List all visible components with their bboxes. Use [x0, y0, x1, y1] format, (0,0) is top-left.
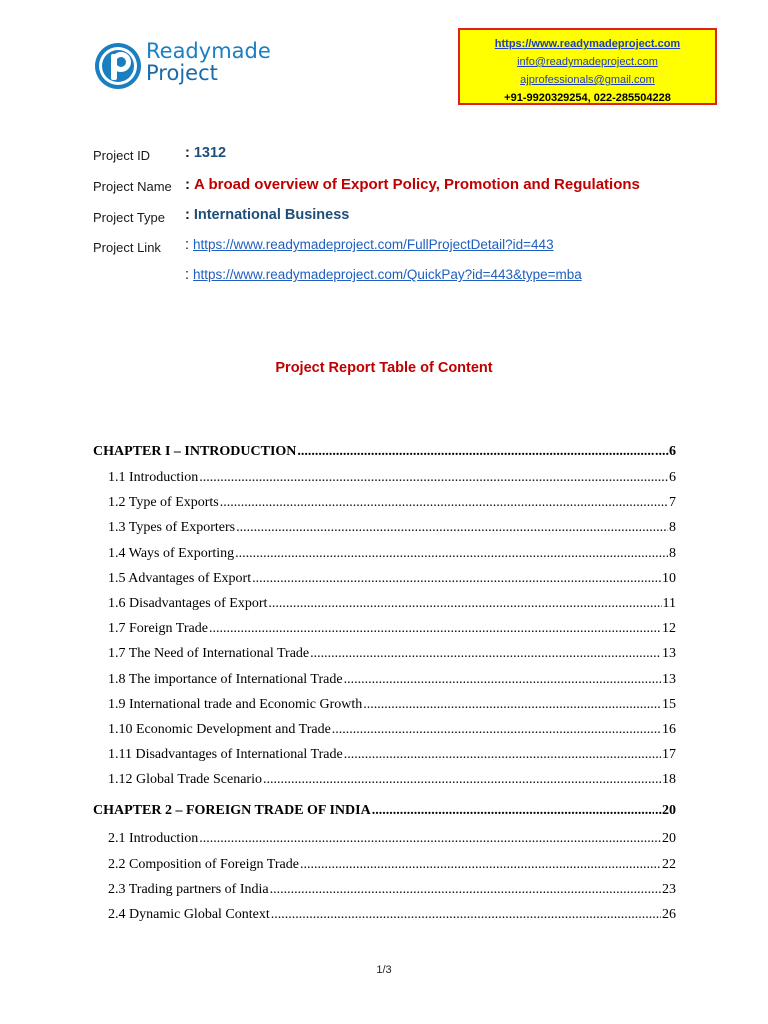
readymade-project-logo: [94, 38, 279, 92]
toc-leader-dots: [344, 672, 661, 688]
toc-page-number: 11: [662, 595, 676, 611]
toc-chapter-title: CHAPTER 2 – FOREIGN TRADE OF INDIA: [93, 803, 371, 819]
toc-page-number: 6: [669, 470, 676, 485]
project-type-text: International Business: [193, 207, 350, 223]
logo-line-2: Project: [146, 61, 218, 85]
toc-page-number: 12: [662, 621, 676, 637]
phone-numbers: +91-9920329254, 022-285504228: [504, 92, 671, 104]
toc-item[interactable]: [93, 747, 676, 772]
toc-page-number: 20: [662, 831, 676, 847]
quick-pay-link[interactable]: https://www.readymadeproject.com/QuickPay?id=443&type=mba: [193, 267, 582, 282]
toc-page-number: 22: [662, 856, 676, 872]
logo-p-icon: [94, 40, 144, 92]
project-id-value: [185, 145, 226, 161]
toc-item[interactable]: [93, 546, 676, 571]
toc-item[interactable]: [93, 520, 676, 545]
toc-item[interactable]: [93, 495, 676, 520]
toc-item-title: 2.1 Introduction: [108, 831, 199, 847]
project-link-row: [93, 237, 733, 257]
toc-item-title: 1.3 Types of Exporters: [108, 520, 236, 536]
toc-item[interactable]: [93, 772, 676, 797]
toc-leader-dots: [252, 571, 661, 587]
toc-item-title: 1.6 Disadvantages of Export: [108, 595, 268, 611]
toc-leader-dots: [332, 722, 661, 738]
toc-item[interactable]: [93, 882, 676, 907]
page-indicator: 1/3: [376, 964, 392, 976]
toc-item[interactable]: [93, 697, 676, 722]
toc-item-title: 1.7 The Need of International Trade: [108, 646, 310, 662]
toc-item[interactable]: [93, 722, 676, 747]
toc-item[interactable]: [93, 646, 676, 671]
toc-item[interactable]: [93, 470, 676, 495]
contact-box: [458, 28, 717, 105]
toc-leader-dots: [220, 495, 668, 511]
email-link-info[interactable]: info@readymadeproject.com: [517, 56, 658, 68]
website-link[interactable]: https://www.readymadeproject.com: [494, 38, 681, 50]
project-type-row: [93, 207, 733, 227]
project-link-label: Project Link: [93, 240, 161, 255]
toc-leader-dots: [300, 857, 661, 873]
project-link-row-2: [93, 267, 733, 287]
toc-item-title: 1.12 Global Trade Scenario: [108, 772, 262, 788]
toc-leader-dots: [297, 444, 654, 460]
toc-page-number: 26: [662, 907, 676, 922]
project-link-value-2: [185, 267, 582, 283]
toc-chapter-1[interactable]: [93, 444, 676, 470]
toc-leader-dots: [363, 697, 661, 713]
toc-item-title: 1.9 International trade and Economic Growth: [108, 696, 363, 712]
toc-leader-dots: [310, 646, 661, 662]
toc-item-title: 1.5 Advantages of Export: [108, 570, 252, 586]
project-link-value-1: [185, 237, 554, 253]
toc-page-number: ....6: [655, 444, 676, 459]
toc-item-title: 1.2 Type of Exports: [108, 495, 219, 511]
toc-leader-dots: [268, 596, 661, 612]
toc-leader-dots: [344, 747, 661, 763]
toc-item[interactable]: [93, 857, 676, 882]
toc-chapter-title: CHAPTER I – INTRODUCTION: [93, 444, 297, 459]
toc-leader-dots: [271, 907, 661, 923]
toc-page-number: 23: [662, 881, 676, 897]
toc-item[interactable]: [93, 831, 676, 856]
project-id-label: Project ID: [93, 148, 151, 163]
project-id-row: [93, 145, 733, 165]
toc-page-number: 15: [662, 696, 676, 712]
toc-page-number: 13: [662, 671, 676, 687]
project-name-text: A broad overview of Export Policy, Promotion and Regulations: [194, 176, 640, 193]
toc-leader-dots: [199, 470, 668, 486]
colon: :: [185, 237, 190, 253]
table-of-contents: [93, 444, 676, 932]
email-link-aj[interactable]: ajprofessionals@gmail.com: [520, 74, 655, 86]
toc-item[interactable]: [93, 907, 676, 932]
full-project-detail-link[interactable]: https://www.readymadeproject.com/FullProjectDetail?id=443: [193, 237, 554, 252]
toc-page-number: 17: [662, 747, 676, 763]
toc-item-title: 2.2 Composition of Foreign Trade: [108, 856, 299, 872]
toc-item-title: 1.8 The importance of International Trade: [108, 671, 343, 687]
toc-item-title: 1.4 Ways of Exporting: [108, 545, 235, 561]
toc-item[interactable]: [93, 621, 676, 646]
project-id-text: 1312: [193, 145, 227, 161]
toc-leader-dots: [235, 546, 668, 562]
toc-item-title: 1.7 Foreign Trade: [108, 621, 208, 637]
toc-item-title: 1.10 Economic Development and Trade: [108, 721, 331, 737]
project-name-label: Project Name: [93, 179, 172, 194]
logo-text: [146, 40, 271, 84]
toc-item-title: 1.1 Introduction: [108, 470, 199, 485]
toc-item-title: 2.4 Dynamic Global Context: [108, 907, 270, 922]
toc-item[interactable]: [93, 672, 676, 697]
toc-leader-dots: [263, 772, 661, 788]
colon: :: [185, 145, 190, 161]
toc-page-number: ..20: [655, 803, 676, 819]
toc-leader-dots: [199, 831, 661, 847]
toc-leader-dots: [236, 520, 668, 536]
toc-page-number: 18: [662, 772, 676, 788]
colon: :: [185, 176, 190, 193]
toc-item[interactable]: [93, 596, 676, 621]
toc-page-number: 8: [669, 545, 676, 561]
project-name-row: [93, 176, 733, 196]
project-name-value: [185, 176, 640, 193]
toc-heading: Project Report Table of Content: [275, 360, 493, 376]
toc-page-number: 10: [662, 570, 676, 586]
colon: :: [185, 267, 190, 283]
toc-page-number: 16: [662, 721, 676, 737]
project-type-label: Project Type: [93, 210, 166, 225]
toc-leader-dots: [270, 882, 661, 898]
toc-page-number: 13: [662, 646, 676, 662]
toc-leader-dots: [372, 803, 654, 819]
toc-item-title: 1.11 Disadvantages of International Trade: [108, 747, 343, 763]
project-type-value: [185, 207, 349, 223]
toc-item[interactable]: [93, 571, 676, 596]
toc-page-number: 7: [669, 495, 676, 511]
colon: :: [185, 207, 190, 223]
toc-item-title: 2.3 Trading partners of India: [108, 881, 269, 897]
toc-chapter-2[interactable]: [93, 803, 676, 831]
toc-leader-dots: [209, 621, 661, 637]
toc-page-number: 8: [669, 520, 676, 536]
logo-line-1: Readymade: [146, 39, 271, 63]
